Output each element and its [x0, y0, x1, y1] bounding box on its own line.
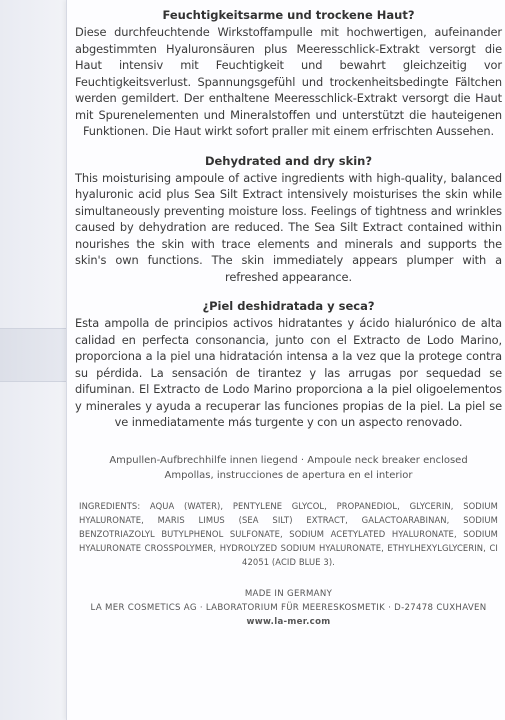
panel-content — [67, 0, 505, 629]
german-section — [75, 8, 502, 140]
package-back-panel — [66, 0, 505, 720]
spanish-description: Esta ampolla de principios activos hidratantes y ácido hialurónico de alta calidad en perfecta consonancia, junto con el Extracto de Lodo Marino, proporciona a la piel una hidratación intensa a la vez que la protege contra su pérdida. La sensación de tirantez y las arrugas por sequedad se difuminan. El Extracto de Lodo Marino proporciona a la piel oligoelementos y minerales y ayuda a recuperar las funciones propias de la piel. La piel se ve inmediatamente más turgente y con un aspecto renovado. — [75, 316, 502, 429]
german-description: Diese durchfeuchtende Wirkstoffampulle mit hochwertigen, aufeinander abgestimmten Hyaluronsäuren plus Meeresschlick-Extrakt versorgt die Haut intensiv mit Feuchtigkeit und bewahrt gleichzeitig vor Feuchtigkeitsverlust. Spannungsgefühl und trockenheitsbedingte Fältchen werden gemildert. Der enthaltene Meeresschlick-Extrakt versorgt die Haut mit Spurenelementen und Mineralstoffen und unterstützt die hauteigenen Funktionen. Die Haut wirkt sofort praller mit einem erfrischten Aussehen. — [75, 25, 502, 138]
english-heading: Dehydrated and dry skin? — [204, 153, 373, 168]
ampoule-note-line-2: Ampollas, instrucciones de apertura en el interior — [164, 469, 413, 481]
spanish-section — [75, 299, 502, 431]
origin-label: MADE IN GERMANY — [244, 588, 333, 599]
company-address: LA MER COSMETICS AG · LABORATORIUM FÜR MEERESKOSMETIK · D-27478 CUXHAVEN — [90, 602, 487, 613]
ampoule-notes — [75, 453, 502, 483]
english-description: This moisturising ampoule of active ingredients with high-quality, balanced hyaluronic acid plus Sea Silt Extract intensively moisturises the skin while simultaneously preventing moisture loss. Feelings of tightness and wrinkles caused by dehydration are reduced. The Sea Silt Extract contained within nourishes the skin with trace elements and minerals and supports the skin's own functions. The skin immediately appears plumper with a refreshed appearance. — [75, 170, 502, 284]
manufacturer-footer — [75, 587, 502, 629]
website-url: www.la-mer.com — [246, 616, 331, 627]
english-section — [75, 154, 502, 286]
ampoule-note-line-1: Ampullen-Aufbrechhilfe innen liegend · Ampoule neck breaker enclosed — [109, 454, 468, 466]
ingredients-list: INGREDIENTS: AQUA (WATER), PENTYLENE GLYCOL, PROPANEDIOL, GLYCERIN, SODIUM HYALURONATE, MARIS LIMUS (SEA SILT) EXTRACT, GALACTOARABINAN, SODIUM BENZOTRIAZOLYL BUTYLPHENOL SULFONATE, SODIUM ACETYLATED HYALURONATE, SODIUM HYALURONATE CROSSPOLYMER, HYDROLYZED SODIUM HYALURONATE, ETHYLHEXYLGLYCERIN, CI 42051 (ACID BLUE 3). — [79, 500, 498, 567]
german-heading: Feuchtigkeitsarme und trockene Haut? — [162, 8, 415, 22]
spanish-heading: ¿Piel deshidratada y seca? — [202, 299, 375, 313]
